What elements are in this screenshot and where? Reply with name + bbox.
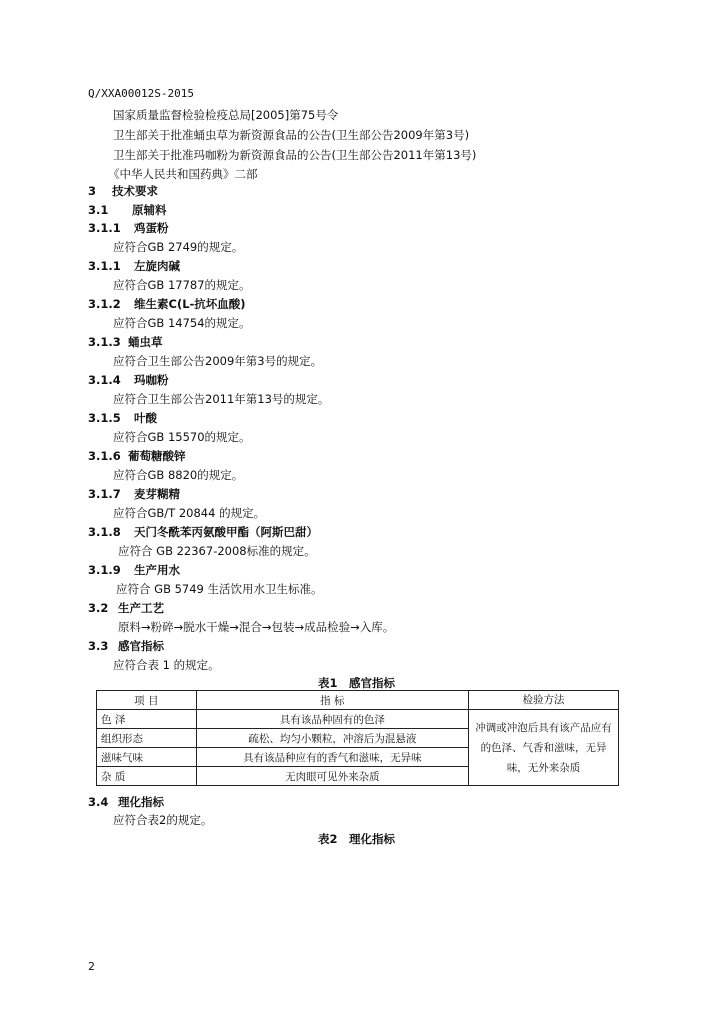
subsection-heading xyxy=(88,449,186,463)
subsection-title: 鸡蛋粉 xyxy=(134,221,169,235)
section-number: 3.4 xyxy=(88,795,109,809)
section-heading xyxy=(88,639,164,653)
reference-line: 卫生部关于批准蛹虫草为新资源食品的公告(卫生部公告2009年第3号) xyxy=(113,128,470,142)
table-cell-spec: 具有该品种应有的香气和滋味，无异味 xyxy=(196,748,469,767)
section-heading xyxy=(88,795,164,809)
subsection-text: 应符合卫生部公告2011年第13号的规定。 xyxy=(113,392,330,406)
subsection-text: 应符合 GB 22367-2008标准的规定。 xyxy=(118,544,316,558)
subsection-number: 3.1.7 xyxy=(88,487,121,501)
section-title: 理化指标 xyxy=(118,795,164,809)
subsection-title: 天门冬酰苯丙氨酸甲酯（阿斯巴甜） xyxy=(134,525,318,539)
section-title: 生产工艺 xyxy=(118,601,164,615)
table-cell-spec: 具有该品种固有的色泽 xyxy=(196,710,469,729)
subsection-number: 3.1.1 xyxy=(88,259,121,273)
table-caption: 表2 理化指标 xyxy=(318,832,396,846)
section-heading xyxy=(88,203,167,217)
section-heading xyxy=(88,184,158,198)
subsection-heading xyxy=(88,525,318,539)
page-number: 2 xyxy=(88,960,95,973)
table-header-cell: 项 目 xyxy=(97,691,197,710)
reference-line: 国家质量监督检验检疫总局[2005]第75号令 xyxy=(113,108,339,122)
subsection-title: 左旋肉碱 xyxy=(134,259,180,273)
table-caption: 表1 感官指标 xyxy=(318,676,396,690)
subsection-number: 3.1.5 xyxy=(88,411,121,425)
section-number: 3.2 xyxy=(88,601,109,615)
subsection-number: 3.1.4 xyxy=(88,373,121,387)
subsection-number: 3.1.6 xyxy=(88,449,121,463)
process-flow-text: 原料→粉碎→脱水干燥→混合→包装→成品检验→入库。 xyxy=(118,620,395,634)
subsection-heading xyxy=(88,563,180,577)
sensory-table xyxy=(96,690,619,786)
section-title: 原辅料 xyxy=(132,203,167,217)
subsection-text: 应符合GB 8820的规定。 xyxy=(113,468,244,482)
subsection-number: 3.1.2 xyxy=(88,297,121,311)
subsection-heading xyxy=(88,259,180,273)
subsection-number: 3.1.8 xyxy=(88,525,121,539)
subsection-number: 3.1.3 xyxy=(88,335,121,349)
subsection-heading xyxy=(88,335,163,349)
section-text: 应符合表2的规定。 xyxy=(113,813,213,827)
subsection-number: 3.1.9 xyxy=(88,563,121,577)
subsection-title: 葡萄糖酸锌 xyxy=(128,449,186,463)
section-heading xyxy=(88,601,164,615)
subsection-text: 应符合GB 2749的规定。 xyxy=(113,240,244,254)
subsection-number: 3.1.1 xyxy=(88,221,121,235)
section-number: 3.3 xyxy=(88,639,109,653)
table-cell-spec: 疏松、均匀小颗粒，冲溶后为混悬液 xyxy=(196,729,469,748)
subsection-title: 维生素C(L-抗坏血酸) xyxy=(134,297,246,311)
subsection-text: 应符合GB 14754的规定。 xyxy=(113,316,251,330)
table-cell-item: 组织形态 xyxy=(97,729,197,748)
subsection-text: 应符合 GB 5749 生活饮用水卫生标准。 xyxy=(116,582,323,596)
subsection-text: 应符合GB 17787的规定。 xyxy=(113,278,251,292)
subsection-heading xyxy=(88,297,246,311)
section-text: 应符合表 1 的规定。 xyxy=(113,658,220,672)
subsection-text: 应符合GB/T 20844 的规定。 xyxy=(113,506,266,520)
table-cell-item: 杂 质 xyxy=(97,767,197,786)
table-row xyxy=(97,710,619,729)
subsection-heading xyxy=(88,411,157,425)
document-code: Q/XXA00012S-2015 xyxy=(88,87,194,100)
table-cell-item: 色 泽 xyxy=(97,710,197,729)
subsection-title: 叶酸 xyxy=(134,411,157,425)
table-cell-item: 滋味气味 xyxy=(97,748,197,767)
subsection-title: 蛹虫草 xyxy=(128,335,163,349)
subsection-text: 应符合卫生部公告2009年第3号的规定。 xyxy=(113,354,323,368)
table-header-cell: 检验方法 xyxy=(469,691,619,710)
table-cell-method: 冲调或冲泡后具有该产品应有的色泽、气香和滋味，无异味，无外来杂质 xyxy=(469,710,619,786)
subsection-heading xyxy=(88,373,169,387)
subsection-text: 应符合GB 15570的规定。 xyxy=(113,430,251,444)
section-number: 3.1 xyxy=(88,203,109,217)
section-title: 技术要求 xyxy=(112,184,158,198)
table-cell-spec: 无肉眼可见外来杂质 xyxy=(196,767,469,786)
table-header-row xyxy=(97,691,619,710)
subsection-heading xyxy=(88,487,180,501)
reference-line: 《中华人民共和国药典》二部 xyxy=(108,167,258,181)
table-header-cell: 指 标 xyxy=(196,691,469,710)
subsection-title: 玛咖粉 xyxy=(134,373,169,387)
section-number: 3 xyxy=(88,184,97,198)
section-title: 感官指标 xyxy=(118,639,164,653)
subsection-heading xyxy=(88,221,169,235)
reference-line: 卫生部关于批准玛咖粉为新资源食品的公告(卫生部公告2011年第13号) xyxy=(113,148,477,162)
subsection-title: 生产用水 xyxy=(134,563,180,577)
subsection-title: 麦芽糊精 xyxy=(134,487,180,501)
